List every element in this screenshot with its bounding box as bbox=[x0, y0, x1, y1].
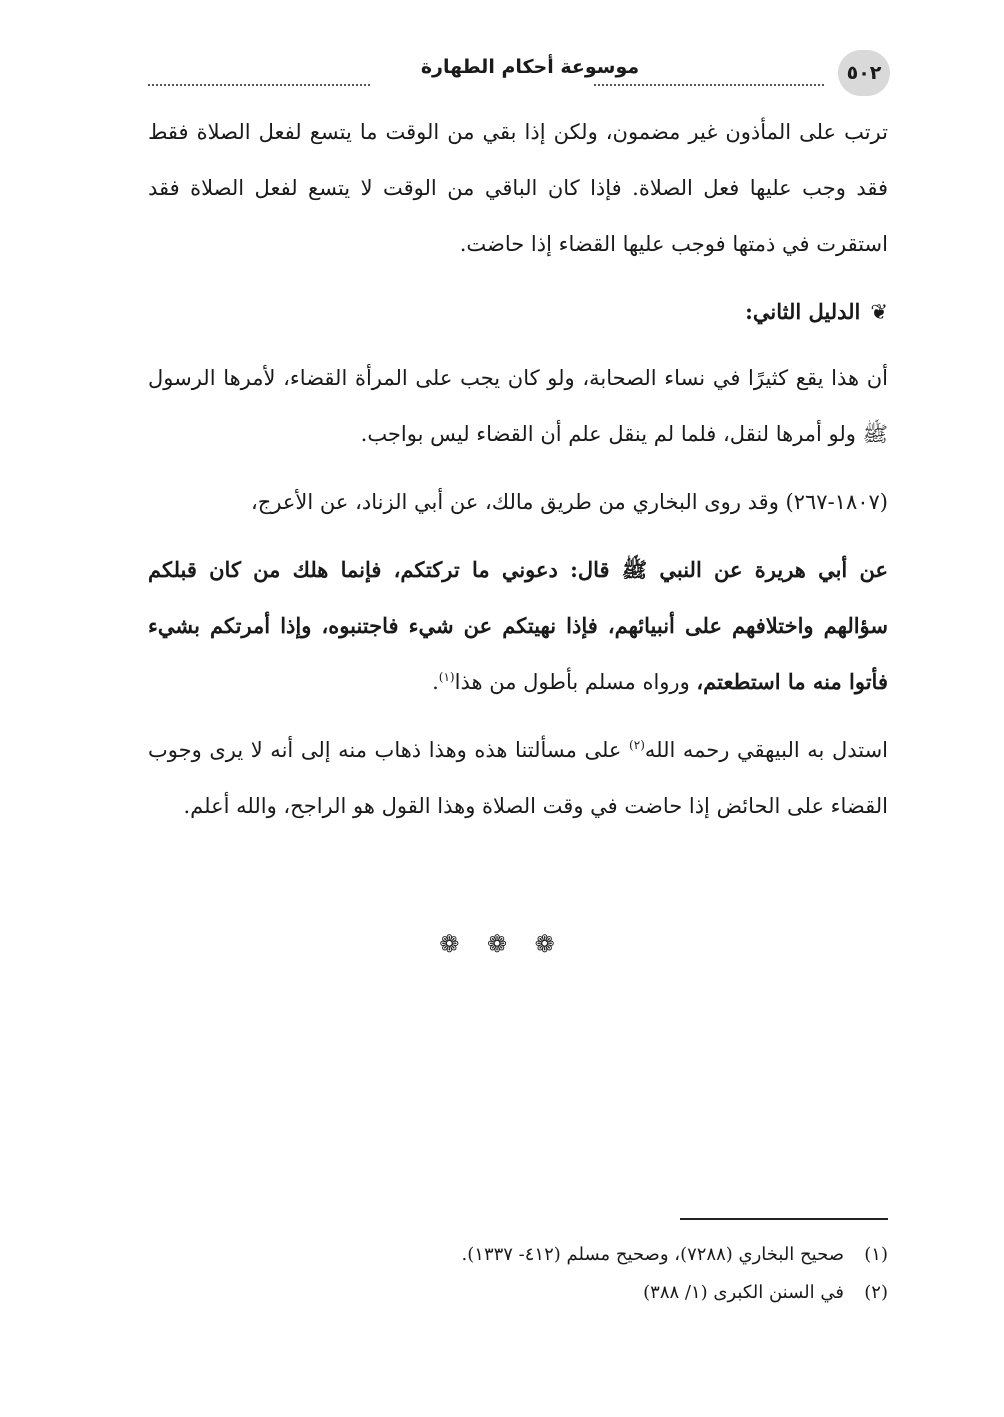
flower-separator-icon: ❁ ❁ ❁ bbox=[439, 930, 565, 958]
footnote-number: (١) bbox=[864, 1244, 888, 1265]
paragraph-2: أن هذا يقع كثيرًا في نساء الصحابة، ولو كان يجب على المرأة القضاء، لأمرها الرسول ﷺ ولو أمرها لنقل، فلما لم ينقل علم أن القضاء ليس بواجب. bbox=[148, 366, 888, 446]
header-dots-right bbox=[594, 84, 824, 86]
header-dots-left bbox=[148, 84, 370, 86]
paragraph-5-start: استدل به البيهقي رحمه الله bbox=[644, 738, 889, 762]
hadith-chain: (١٨٠٧-٢٦٧) وقد روى البخاري من طريق مالك، عن أبي الزناد، عن الأعرج، bbox=[250, 490, 888, 514]
footnotes bbox=[148, 1236, 888, 1312]
hadith-end: . bbox=[432, 670, 439, 694]
section-heading bbox=[148, 284, 888, 340]
footnote-ref-2[interactable]: (٢) bbox=[629, 738, 645, 752]
footnote-text: صحيح البخاري (٧٢٨٨)، وصحيح مسلم (٤١٢- ١٣٣٧). bbox=[461, 1244, 844, 1265]
footnote-1 bbox=[148, 1236, 888, 1274]
page-body bbox=[148, 104, 888, 846]
page-header bbox=[140, 50, 890, 96]
footnote-number: (٢) bbox=[864, 1282, 888, 1303]
paragraph-5-rest: على مسألتنا هذه وهذا ذهاب منه إلى أنه لا يرى وجوب القضاء على الحائض إذا حاضت في وقت الصلاة وهذا القول هو الراجح، والله أعلم. bbox=[148, 738, 888, 818]
paragraph-5 bbox=[148, 722, 888, 834]
leaf-ornament-icon: ❦ bbox=[870, 300, 888, 324]
hadith-note: ورواه مسلم بأطول من هذا bbox=[454, 670, 697, 694]
footnote-2 bbox=[148, 1274, 888, 1312]
footnote-text: في السنن الكبرى (١/ ٣٨٨) bbox=[643, 1282, 844, 1303]
paragraph-1: ترتب على المأذون غير مضمون، ولكن إذا بقي من الوقت ما يتسع لفعل الصلاة فقط فقد وجب عليها فعل الصلاة. فإذا كان الباقي من الوقت لا يتسع لفعل الصلاة فقد استقرت في ذمتها فوجب عليها القضاء إذا حاضت. bbox=[148, 120, 888, 256]
footnote-ref-1[interactable]: (١) bbox=[438, 670, 455, 684]
hadith-bold: عن أبي هريرة عن النبي ﷺ قال: دعوني ما تركتكم، فإنما هلك من كان قبلكم سؤالهم واختلافهم على أنبيائهم، فإذا نهيتكم عن شيء فاجتنبوه، وإذا أمرتكم بشيء فأتوا منه ما استطعتم، bbox=[148, 557, 888, 694]
section-heading-text: الدليل الثاني: bbox=[745, 299, 861, 324]
page-number: ٥٠٢ bbox=[838, 50, 890, 96]
footnote-divider bbox=[680, 1218, 888, 1220]
hadith-text bbox=[148, 542, 888, 710]
book-title: موسوعة أحكام الطهارة bbox=[420, 56, 640, 78]
